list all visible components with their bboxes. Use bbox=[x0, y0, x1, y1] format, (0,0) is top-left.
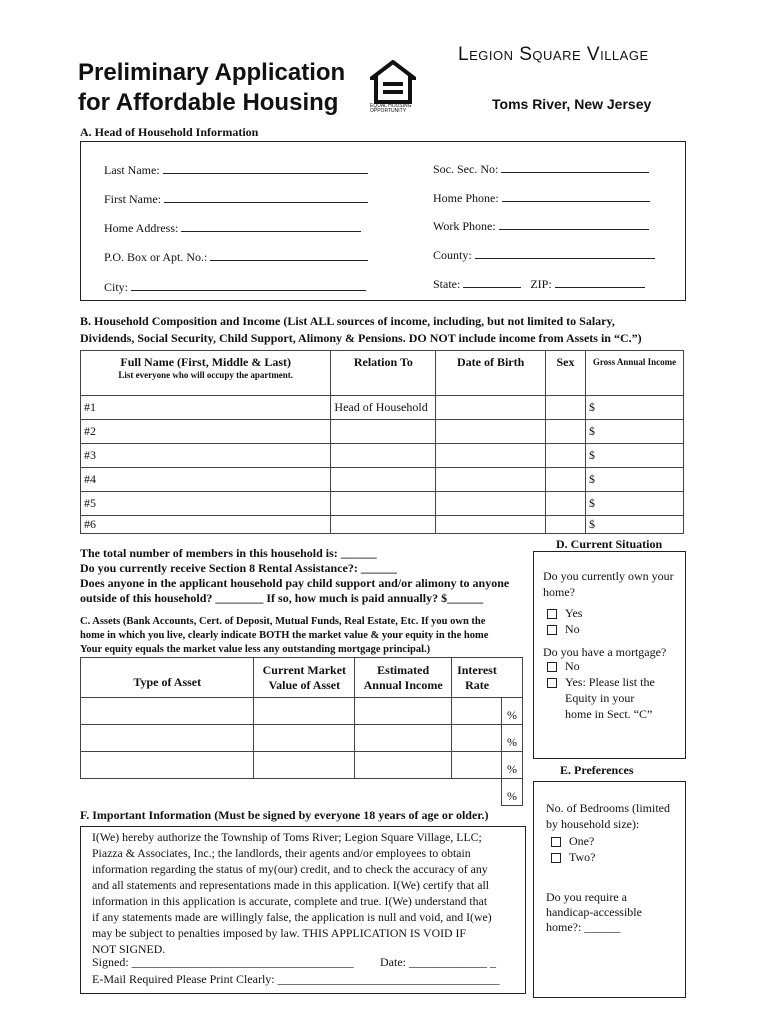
authorization-text: I(We) hereby authorize the Township of Toms River; Legion Square Village, LLC; Piazza & Associates, Inc.; the landlords, their agents and/or employees to obtain information regarding the status of my(our) credit, and to check the accuracy of any and all statements and representations made in this application. I(We) certify that all information in this application is accurate, complete and true. I(We) understand that if any statements made are willingly false, the application is null and void, and I(we) may be subject to penalties imposed by law. THIS APPLICATION IS VOID IF NOT SIGNED. bbox=[92, 830, 492, 956]
first-name-field[interactable]: First Name: bbox=[104, 192, 368, 207]
col-interest-rate: Interest Rate bbox=[452, 658, 523, 698]
signature-field[interactable]: Signed: _____________________________________ bbox=[92, 955, 354, 969]
household-row[interactable]: #1 Head of Household $ bbox=[81, 396, 684, 420]
asset-row[interactable]: % bbox=[81, 779, 523, 806]
assets-table bbox=[80, 657, 523, 806]
household-row[interactable]: #4 $ bbox=[81, 468, 684, 492]
asset-row[interactable]: % bbox=[81, 725, 523, 752]
home-address-field[interactable]: Home Address: bbox=[104, 221, 361, 236]
eho-label: EQUAL HOUSING OPPORTUNITY bbox=[370, 103, 412, 114]
mortgage-no-checkbox[interactable]: No bbox=[547, 658, 580, 674]
ssn-field[interactable]: Soc. Sec. No: bbox=[433, 162, 649, 177]
last-name-field[interactable]: Last Name: bbox=[104, 163, 368, 178]
household-questions[interactable] bbox=[80, 546, 509, 606]
child-support-question: Does anyone in the applicant household pay child support and/or alimony to anyone bbox=[80, 576, 510, 590]
own-no-checkbox[interactable]: No bbox=[547, 621, 580, 637]
home-phone-field[interactable]: Home Phone: bbox=[433, 191, 650, 206]
section-e-heading: E. Preferences bbox=[560, 763, 634, 777]
property-location: Toms River, New Jersey bbox=[492, 96, 652, 112]
title-line-2: for Affordable Housing bbox=[78, 89, 339, 116]
child-support-amount: outside of this household? ________ If so, how much is paid annually? $______ bbox=[80, 591, 484, 605]
col-sex: Sex bbox=[546, 351, 586, 396]
col-market-value: Current Market Value of Asset bbox=[254, 658, 355, 698]
property-name: Legion Square Village bbox=[458, 44, 649, 65]
section-b-heading: B. Household Composition and Income (List ALL sources of income, including, but not limited to Salary, Dividends, Social Security, Child Support, Alimony & Pensions. DO NOT include income from Assets in “C.”) bbox=[80, 314, 642, 345]
household-table bbox=[80, 350, 684, 534]
col-dob: Date of Birth bbox=[436, 351, 546, 396]
col-asset-type: Type of Asset bbox=[81, 658, 254, 698]
city-field[interactable]: City: bbox=[104, 280, 366, 295]
bedrooms-question: No. of Bedrooms (limited by household size): bbox=[546, 801, 670, 831]
col-annual-income: Estimated Annual Income bbox=[355, 658, 452, 698]
household-row[interactable]: #5 $ bbox=[81, 492, 684, 516]
po-box-field[interactable]: P.O. Box or Apt. No.: bbox=[104, 250, 368, 265]
handicap-question[interactable]: Do you require a handicap-accessible home?: ______ bbox=[546, 890, 642, 934]
title-line-1: Preliminary Application bbox=[78, 59, 346, 86]
household-size-question: The total number of members in this household is: ______ bbox=[80, 546, 377, 560]
bedrooms-one-checkbox[interactable]: One? bbox=[551, 833, 594, 849]
col-income: Gross Annual Income bbox=[585, 351, 683, 396]
household-row[interactable]: #6 $ bbox=[81, 516, 684, 534]
col-full-name: Full Name (First, Middle & Last) List everyone who will occupy the apartment. bbox=[81, 351, 331, 396]
bedrooms-two-checkbox[interactable]: Two? bbox=[551, 849, 595, 865]
asset-row[interactable]: % bbox=[81, 698, 523, 725]
form-title bbox=[78, 58, 345, 118]
section-f-heading: F. Important Information (Must be signed by everyone 18 years of age or older.) bbox=[80, 808, 489, 822]
county-field[interactable]: County: bbox=[433, 248, 655, 263]
work-phone-field[interactable]: Work Phone: bbox=[433, 219, 649, 234]
section-c-heading: C. Assets (Bank Accounts, Cert. of Deposit, Mutual Funds, Real Estate, Etc. If you own the home in which you live, clearly indicate BOTH the market value & your equity in the home Your equity equals the market value less any outstanding mortgage principal.) bbox=[80, 616, 489, 655]
own-yes-checkbox[interactable]: Yes bbox=[547, 605, 582, 621]
household-row[interactable]: #2 $ bbox=[81, 420, 684, 444]
own-home-question: Do you currently own your home? bbox=[543, 569, 674, 599]
date-field[interactable]: Date: _____________ _ bbox=[380, 955, 496, 969]
col-relation: Relation To bbox=[331, 351, 436, 396]
email-field[interactable]: E-Mail Required Please Print Clearly: _____________________________________ bbox=[92, 972, 500, 986]
mortgage-question: Do you have a mortgage? bbox=[543, 645, 667, 659]
asset-row[interactable]: % bbox=[81, 752, 523, 779]
section-d-heading: D. Current Situation bbox=[556, 537, 663, 551]
household-row[interactable]: #3 $ bbox=[81, 444, 684, 468]
mortgage-yes-checkbox[interactable]: Yes: Please list the bbox=[547, 674, 655, 690]
section8-question: Do you currently receive Section 8 Rental Assistance?: ______ bbox=[80, 561, 397, 575]
mortgage-yes-note: Equity in your home in Sect. “C” bbox=[565, 691, 653, 721]
state-zip-field[interactable]: State: ZIP: bbox=[433, 277, 645, 292]
section-a-heading: A. Head of Household Information bbox=[80, 125, 259, 139]
